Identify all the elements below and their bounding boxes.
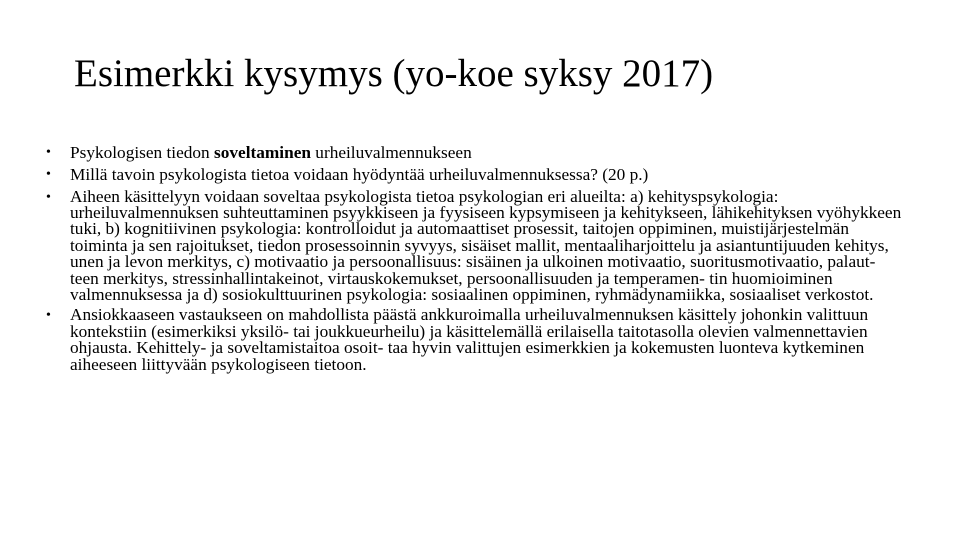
bullet-marker: •	[46, 145, 51, 160]
bullet-item-3	[46, 186, 906, 305]
bullet-marker: •	[46, 189, 51, 205]
bullet-2-text: Millä tavoin psykologista tietoa voidaan hyödyntää urheiluvalmennuksessa? (20 p.)	[70, 165, 649, 185]
bullet-item-4	[46, 307, 906, 373]
bullet-3-text: Aiheen käsittelyyn voidaan soveltaa psykologista tietoa psykologian eri alueilta: a) kehityspsykologia: urheiluvalmennuksen suhteuttaminen psyykkiseen ja fyysiseen kypsymiseen ja kehitykseen, lähikehityksen vyöhykkeen tuki, b) kognitiivinen psykologia: kontrolloidut ja automaattiset prosessit, taitojen oppiminen, muistijärjestelmän toiminta ja sen rajoitukset, tiedon prosessoinnin syvyys, sisäiset mallit, mentaaliharjoittelu ja asiantuntijuuden kehitys, unen ja levon merkitys, c) motivaatio ja persoonallisuus: sisäinen ja ulkoinen motivaatio, suoritusmotivaatio, palaut- teen merkitys, stressinhallintakeinot, virtauskokemukset, persoonallisuuden ja temperamen- tin huomioiminen valmennuksessa ja d) sosiokulttuurinen psykologia: sosiaalinen oppiminen, ryhmädynamiikka, sosiaaliset verkostot.	[70, 186, 902, 305]
bullet-marker: •	[46, 308, 51, 324]
bullet-1-text-end: urheiluvalmennukseen	[310, 143, 472, 162]
bullet-item-1	[46, 144, 906, 162]
bullet-marker: •	[46, 167, 51, 183]
bullet-1-text-start: Psykologisen tiedon	[70, 143, 215, 162]
slide-title: Esimerkki kysymys (yo-koe syksy 2017)	[74, 52, 714, 95]
bullet-1-bold-term: soveltaminen	[214, 143, 311, 162]
bullet-4-text: Ansiokkaaseen vastaukseen on mahdollista päästä ankkuroimalla urheiluvalmennuksen käsittely johonkin valittuun kontekstiin (esimerkiksi yksilö- tai joukkueurheilu) ja käsittelemällä erilaisella taitotasolla olevien valmennettavien ohjausta. Kehittely- ja soveltamistaitoa osoit- taa hyvin valittujen esimerkkien ja kokemusten luonteva kytkeminen aiheeseen liittyvään psykologiseen tietoon.	[70, 305, 869, 374]
bullet-list	[46, 144, 906, 374]
bullet-item-2	[46, 166, 906, 184]
